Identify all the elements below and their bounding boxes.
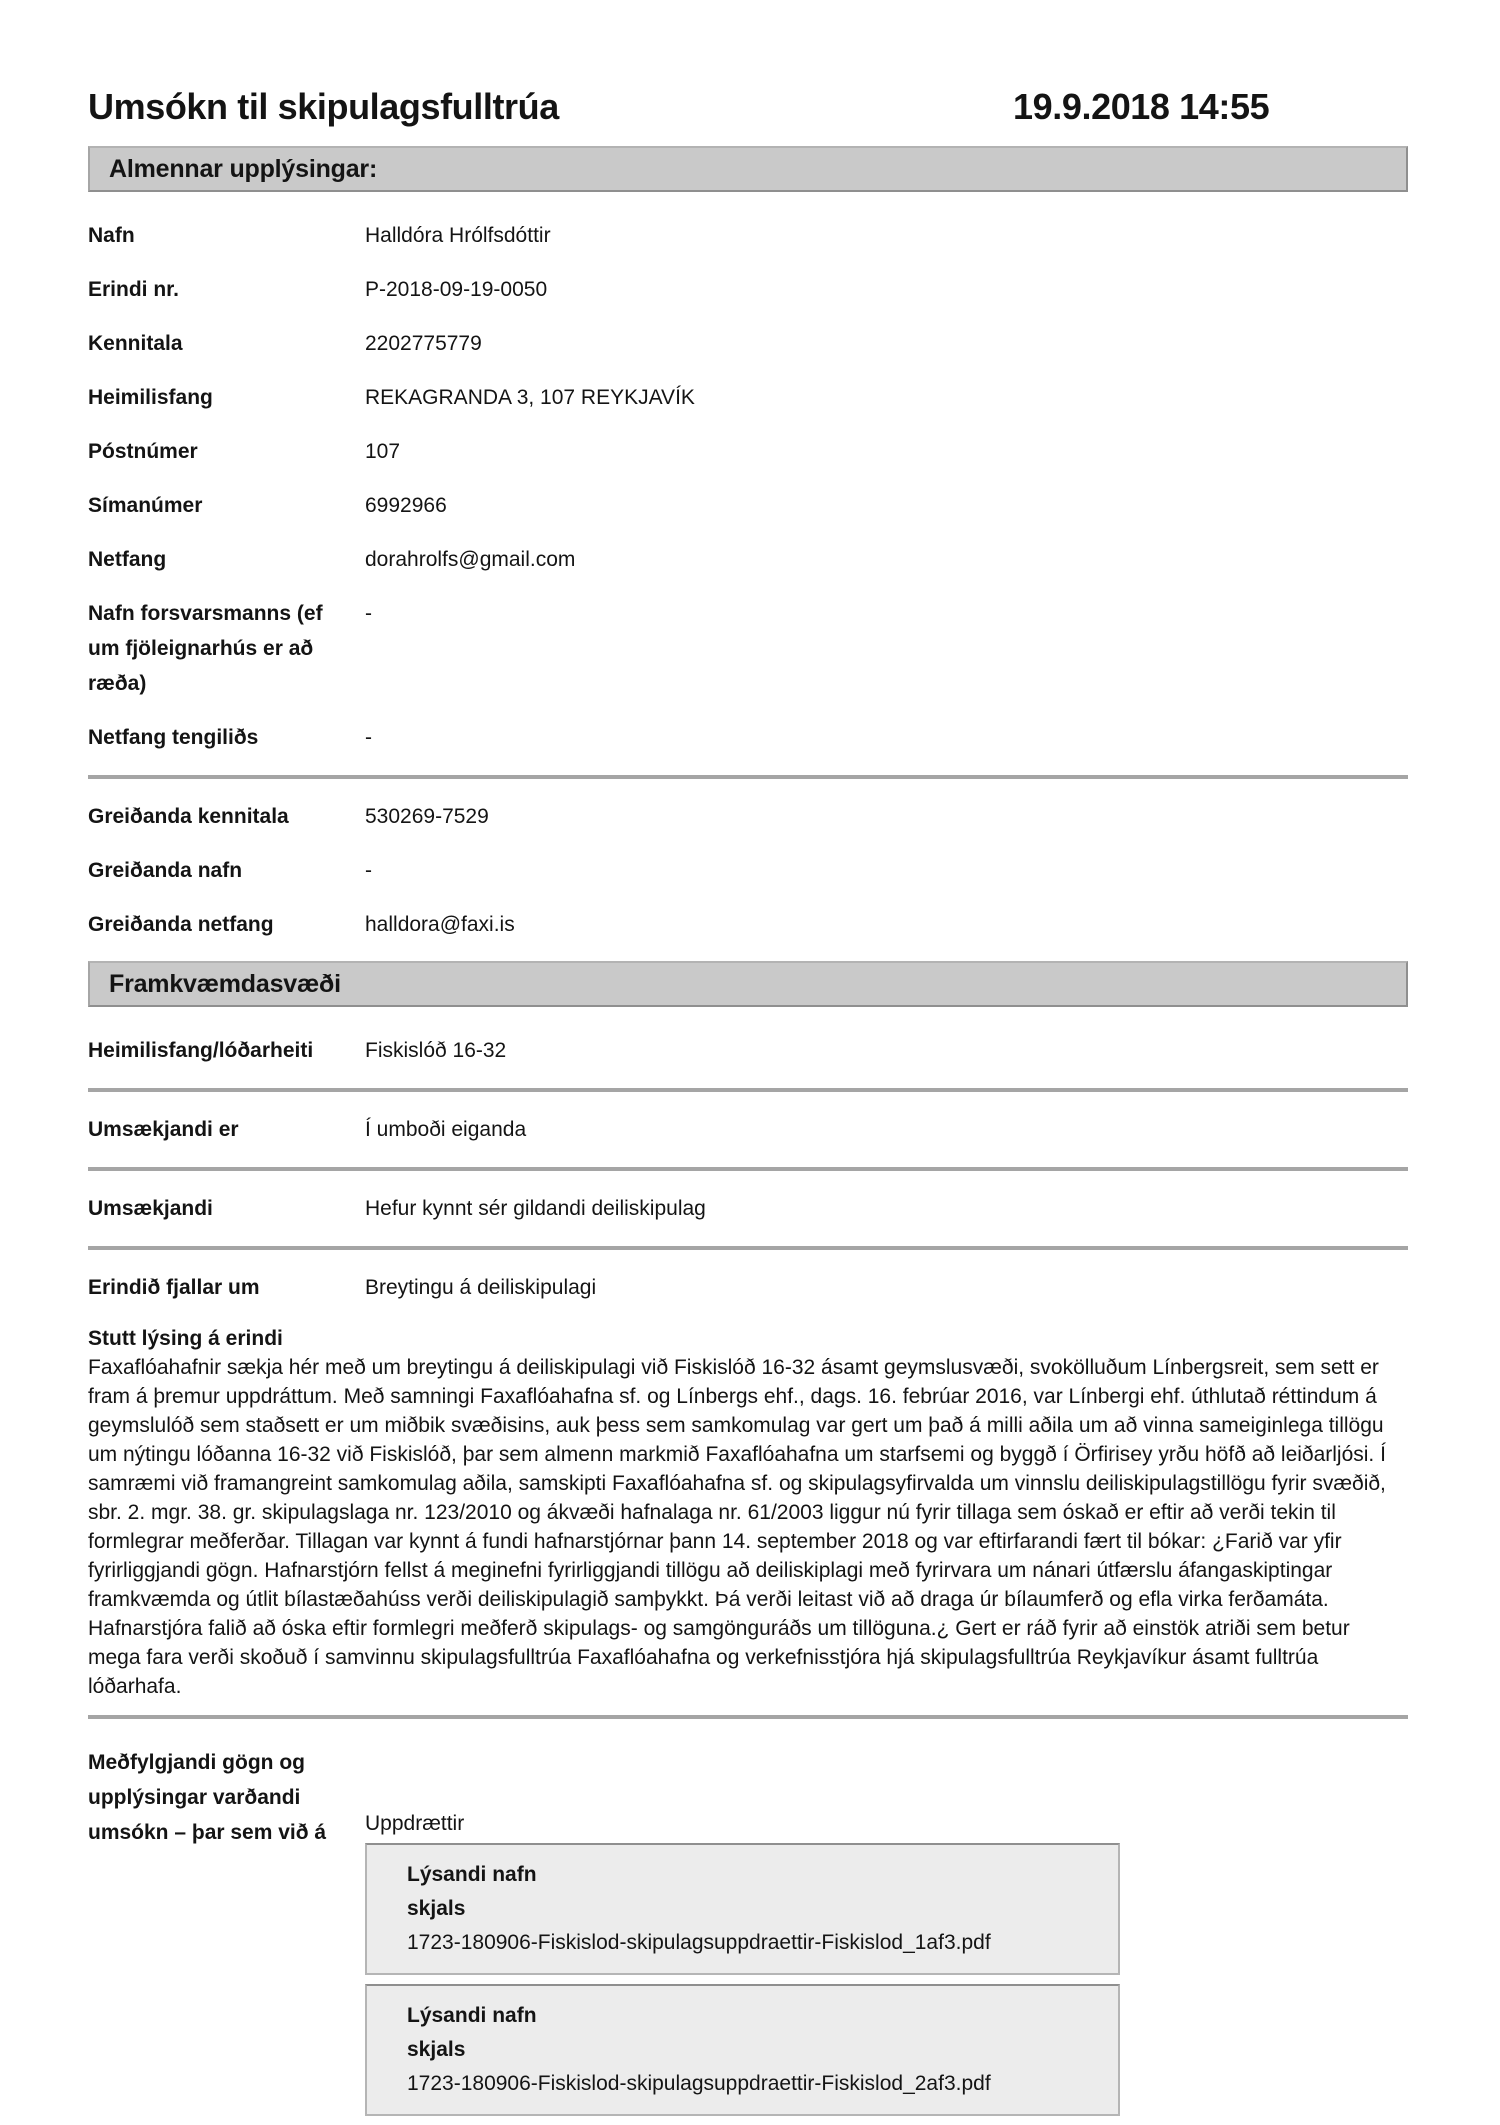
field-value: - <box>365 859 372 882</box>
field-label: Kennitala <box>88 332 183 355</box>
attachments-section <box>88 1745 1408 2125</box>
description-heading: Stutt lýsing á erindi <box>88 1327 283 1350</box>
attachment-item <box>365 1984 1120 2116</box>
field-greidanda-nafn <box>88 853 1408 888</box>
section-heading-project-area <box>88 961 1408 1007</box>
divider <box>88 1246 1408 1250</box>
field-label: Póstnúmer <box>88 440 198 463</box>
field-heimilisfang <box>88 380 1408 415</box>
divider <box>88 1167 1408 1171</box>
field-value: Hefur kynnt sér gildandi deiliskipulag <box>365 1197 706 1220</box>
field-value: 107 <box>365 440 401 463</box>
field-label: Erindi nr. <box>88 278 180 301</box>
field-value: halldora@faxi.is <box>365 913 515 936</box>
attachment-filename: 1723-180906-Fiskislod-skipulagsuppdraettir-Fiskislod_2af3.pdf <box>407 2072 991 2095</box>
attachment-name-label: Lýsandi nafn skjals <box>407 2004 537 2061</box>
field-greidanda-kennitala <box>88 799 1408 834</box>
field-nafn-forsvarsmanns <box>88 596 1408 701</box>
field-kennitala <box>88 326 1408 361</box>
field-umsaekjandi-er <box>88 1112 1408 1147</box>
field-label: Netfang <box>88 548 167 571</box>
description-body: Faxaflóahafnir sækja hér með um breytingu á deiliskipulagi við Fiskislóð 16-32 ásamt geymslusvæði, svokölluðum Línbergsreit, sem sett er fram á þremur uppdráttum. Með samningi Faxaflóahafna sf. og Línbergs ehf., dags. 16. febrúar 2016, var Línbergi ehf. úthlutað réttindum á geymslulóð sem staðsett er um miðbik svæðisins, auk þess sem samkomulag var gert um það á milli aðila um að vinna sameiginlega tillögu um nýtingu lóðanna 16-32 við Fiskislóð, þar sem almenn markmið Faxaflóahafna um starfsemi og byggð í Örfirisey yrðu höfð að leiðarljósi. Í samræmi við framangreint samkomulag aðila, samskipti Faxaflóahafna sf. og skipulagsyfirvalda um vinnslu deiliskipulagstillögu fyrir svæðið, sbr. 2. mgr. 38. gr. skipulagslaga nr. 123/2010 og ákvæði hafnalaga nr. 61/2003 liggur nú fyrir tillaga sem óskað er eftir að verði tekin til formlegrar meðferðar. Tillagan var kynnt á fundi hafnarstjórnar þann 14. september 2018 og var eftirfarandi fært til bókar: ¿Farið var yfir fyrirliggjandi gögn. Hafnarstjórn fellst á meginefni fyrirliggjandi tillögu að deiliskiplagi með fyrirvara um nánari útfærslu áfangaskiptingar framkvæmda og útlit bílastæðahúss verði deiliskipulagið samþykkt. Þá verði leitast við að draga úr bílaumferð og efla virka ferðamáta. Hafnarstjóra falið að óska eftir formlegri meðferð skipulags- og samgönguráðs um tillöguna.¿ Gert er ráð fyrir að einstök atriði sem betur mega fara verði skoðuð í samvinnu skipulagsfulltrúa Faxaflóahafna og verkefnisstjóra hjá skipulagsfulltrúa Reykjavíkur ásamt fulltrúa lóðarhafa. <box>88 1356 1386 1698</box>
page-title: Umsókn til skipulagsfulltrúa <box>88 86 559 127</box>
attachment-name-label: Lýsandi nafn skjals <box>407 1863 537 1920</box>
field-label: Greiðanda nafn <box>88 859 243 882</box>
field-value: - <box>365 726 372 749</box>
field-label: Símanúmer <box>88 494 203 517</box>
field-label: Nafn forsvarsmanns (ef um fjöleignarhús er að ræða) <box>88 602 323 695</box>
attachments-label: Meðfylgjandi gögn og upplýsingar varðandi umsókn – þar sem við á <box>88 1751 327 1844</box>
field-postnumer <box>88 434 1408 469</box>
print-timestamp: 19.9.2018 14:55 <box>1013 86 1270 127</box>
divider <box>88 1715 1408 1719</box>
field-greidanda-netfang <box>88 907 1408 942</box>
field-label: Heimilisfang/lóðarheiti <box>88 1039 314 1062</box>
field-value: 530269-7529 <box>365 805 489 828</box>
field-label: Erindið fjallar um <box>88 1276 260 1299</box>
field-lodarheiti <box>88 1033 1408 1068</box>
field-label: Heimilisfang <box>88 386 213 409</box>
field-label: Umsækjandi er <box>88 1118 239 1141</box>
general-fields <box>88 218 1408 942</box>
field-value: 2202775779 <box>365 332 482 355</box>
field-value: Breytingu á deiliskipulagi <box>365 1276 597 1299</box>
field-netfang-tengilids <box>88 720 1408 755</box>
field-value: - <box>365 602 372 625</box>
field-erindi-nr <box>88 272 1408 307</box>
attachments-list <box>365 1809 1120 2125</box>
field-value: 6992966 <box>365 494 447 517</box>
field-value: Í umboði eiganda <box>365 1118 527 1141</box>
field-value: REKAGRANDA 3, 107 REYKJAVÍK <box>365 386 695 409</box>
attachments-group-label: Uppdrættir <box>365 1812 465 1835</box>
field-label: Umsækjandi <box>88 1197 213 1220</box>
field-umsaekjandi <box>88 1191 1408 1226</box>
field-value: P-2018-09-19-0050 <box>365 278 548 301</box>
divider <box>88 775 1408 779</box>
field-label: Greiðanda netfang <box>88 913 274 936</box>
field-label: Netfang tengiliðs <box>88 726 259 749</box>
document-header <box>88 86 1408 134</box>
application-document <box>88 0 1408 2125</box>
field-value: dorahrolfs@gmail.com <box>365 548 576 571</box>
field-erindid-fjallar-um <box>88 1270 1408 1305</box>
field-netfang <box>88 542 1408 577</box>
field-value: Fiskislóð 16-32 <box>365 1039 507 1062</box>
field-nafn <box>88 218 1408 253</box>
section-heading-general <box>88 146 1408 192</box>
section-heading-project-area-label: Framkvæmdasvæði <box>109 969 341 998</box>
attachment-item <box>365 1843 1120 1975</box>
field-label: Nafn <box>88 224 135 247</box>
divider <box>88 1088 1408 1092</box>
attachment-filename: 1723-180906-Fiskislod-skipulagsuppdraettir-Fiskislod_1af3.pdf <box>407 1931 991 1954</box>
field-value: Halldóra Hrólfsdóttir <box>365 224 551 247</box>
description-section <box>88 1324 1408 1701</box>
field-simanumer <box>88 488 1408 523</box>
project-area-fields <box>88 1033 1408 1305</box>
field-label: Greiðanda kennitala <box>88 805 289 828</box>
section-heading-general-label: Almennar upplýsingar: <box>109 154 378 183</box>
